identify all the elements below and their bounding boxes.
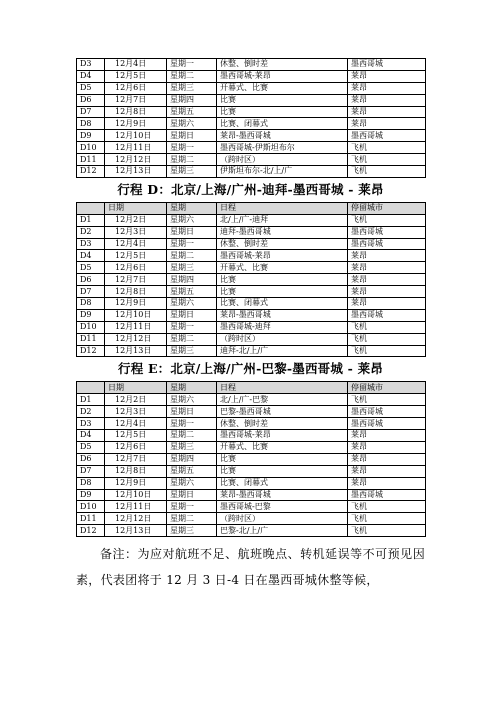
weekday-cell: 星期四 bbox=[167, 94, 217, 106]
day-cell: D6 bbox=[77, 453, 105, 465]
day-cell: D1 bbox=[77, 394, 105, 406]
schedule-cell: 巴黎-北/上/广 bbox=[217, 525, 348, 537]
weekday-cell: 星期五 bbox=[167, 286, 217, 298]
table-header bbox=[77, 382, 426, 394]
schedule-cell: 伊斯坦布尔-北/上/广 bbox=[217, 166, 348, 178]
schedule-cell: 比赛 bbox=[217, 286, 348, 298]
column-header: 日程 bbox=[217, 382, 348, 394]
city-cell: 莱昂 bbox=[348, 441, 426, 453]
schedule-cell: 莱昂-墨西哥城 bbox=[217, 309, 348, 321]
date-cell: 12月9日 bbox=[105, 118, 167, 130]
city-cell: 墨西哥城 bbox=[348, 489, 426, 501]
date-cell: 12月11日 bbox=[105, 142, 167, 154]
date-cell: 12月10日 bbox=[105, 130, 167, 142]
weekday-cell: 星期三 bbox=[167, 166, 217, 178]
city-cell: 莱昂 bbox=[348, 82, 426, 94]
table-row bbox=[77, 321, 426, 333]
date-cell: 12月4日 bbox=[105, 59, 167, 71]
schedule-cell: 墨西哥城-莱昂 bbox=[217, 250, 348, 262]
table-row bbox=[77, 286, 426, 298]
date-cell: 12月6日 bbox=[105, 82, 167, 94]
schedule-cell: 比赛 bbox=[217, 453, 348, 465]
city-cell: 莱昂 bbox=[348, 477, 426, 489]
weekday-cell: 星期二 bbox=[167, 333, 217, 345]
city-cell: 飞机 bbox=[348, 394, 426, 406]
date-cell: 12月6日 bbox=[105, 262, 167, 274]
table-row bbox=[77, 418, 426, 430]
table-row bbox=[77, 345, 426, 357]
date-cell: 12月13日 bbox=[105, 345, 167, 357]
day-cell: D6 bbox=[77, 274, 105, 286]
weekday-cell: 星期日 bbox=[167, 130, 217, 142]
header-row bbox=[77, 202, 426, 214]
table-row bbox=[77, 430, 426, 442]
city-cell: 飞机 bbox=[348, 154, 426, 166]
schedule-cell: 比赛、闭幕式 bbox=[217, 298, 348, 310]
day-cell: D6 bbox=[77, 94, 105, 106]
city-cell: 墨西哥城 bbox=[348, 59, 426, 71]
schedule-cell: 墨西哥城-莱昂 bbox=[217, 70, 348, 82]
date-cell: 12月12日 bbox=[105, 333, 167, 345]
table-row bbox=[77, 238, 426, 250]
weekday-cell: 星期三 bbox=[167, 441, 217, 453]
table-row bbox=[77, 82, 426, 94]
date-cell: 12月8日 bbox=[105, 106, 167, 118]
city-cell: 飞机 bbox=[348, 513, 426, 525]
table-row bbox=[77, 106, 426, 118]
date-cell: 12月3日 bbox=[105, 406, 167, 418]
schedule-cell: 比赛 bbox=[217, 94, 348, 106]
day-cell: D7 bbox=[77, 465, 105, 477]
column-header: 星期 bbox=[167, 202, 217, 214]
city-cell: 飞机 bbox=[348, 333, 426, 345]
table-body bbox=[77, 59, 426, 178]
schedule-cell: 休整、倒时差 bbox=[217, 238, 348, 250]
day-cell: D9 bbox=[77, 489, 105, 501]
weekday-cell: 星期三 bbox=[167, 525, 217, 537]
city-cell: 飞机 bbox=[348, 142, 426, 154]
table-row bbox=[77, 94, 426, 106]
weekday-cell: 星期日 bbox=[167, 489, 217, 501]
date-cell: 12月2日 bbox=[105, 394, 167, 406]
table-row bbox=[77, 525, 426, 537]
table-row bbox=[77, 262, 426, 274]
date-cell: 12月4日 bbox=[105, 418, 167, 430]
weekday-cell: 星期一 bbox=[167, 321, 217, 333]
city-cell: 莱昂 bbox=[348, 453, 426, 465]
table-row bbox=[77, 298, 426, 310]
schedule-cell: 莱昂-墨西哥城 bbox=[217, 130, 348, 142]
city-cell: 莱昂 bbox=[348, 94, 426, 106]
date-cell: 12月9日 bbox=[105, 298, 167, 310]
schedule-cell: 北/上/广-巴黎 bbox=[217, 394, 348, 406]
day-cell: D5 bbox=[77, 262, 105, 274]
weekday-cell: 星期一 bbox=[167, 142, 217, 154]
table-row bbox=[77, 465, 426, 477]
weekday-cell: 星期日 bbox=[167, 226, 217, 238]
table-row bbox=[77, 274, 426, 286]
day-cell: D7 bbox=[77, 286, 105, 298]
weekday-cell: 星期六 bbox=[167, 214, 217, 226]
day-cell: D1 bbox=[77, 214, 105, 226]
schedule-cell: 墨西哥城-莱昂 bbox=[217, 430, 348, 442]
schedule-cell: （跨时区） bbox=[217, 513, 348, 525]
schedule-cell: 开幕式、比赛 bbox=[217, 262, 348, 274]
city-cell: 墨西哥城 bbox=[348, 238, 426, 250]
date-cell: 12月5日 bbox=[105, 250, 167, 262]
schedule-cell: （跨时区） bbox=[217, 154, 348, 166]
date-cell: 12月11日 bbox=[105, 321, 167, 333]
city-cell: 飞机 bbox=[348, 525, 426, 537]
column-header: 日程 bbox=[217, 202, 348, 214]
schedule-cell: 比赛、闭幕式 bbox=[217, 118, 348, 130]
day-cell: D5 bbox=[77, 82, 105, 94]
weekday-cell: 星期一 bbox=[167, 59, 217, 71]
itinerary-table-c-continued bbox=[76, 58, 426, 178]
city-cell: 飞机 bbox=[348, 321, 426, 333]
header-row bbox=[77, 382, 426, 394]
date-cell: 12月13日 bbox=[105, 166, 167, 178]
weekday-cell: 星期二 bbox=[167, 154, 217, 166]
weekday-cell: 星期三 bbox=[167, 345, 217, 357]
column-header: 星期 bbox=[167, 382, 217, 394]
schedule-cell: 比赛 bbox=[217, 465, 348, 477]
date-cell: 12月12日 bbox=[105, 154, 167, 166]
day-cell: D8 bbox=[77, 477, 105, 489]
date-cell: 12月9日 bbox=[105, 477, 167, 489]
city-cell: 莱昂 bbox=[348, 274, 426, 286]
table-row bbox=[77, 441, 426, 453]
table-row bbox=[77, 154, 426, 166]
weekday-cell: 星期二 bbox=[167, 250, 217, 262]
day-cell: D8 bbox=[77, 118, 105, 130]
schedule-cell: 开幕式、比赛 bbox=[217, 82, 348, 94]
date-cell: 12月7日 bbox=[105, 453, 167, 465]
date-cell: 12月10日 bbox=[105, 489, 167, 501]
date-cell: 12月7日 bbox=[105, 94, 167, 106]
weekday-cell: 星期四 bbox=[167, 274, 217, 286]
schedule-cell: 开幕式、比赛 bbox=[217, 441, 348, 453]
table-body bbox=[77, 394, 426, 537]
schedule-cell: （跨时区） bbox=[217, 333, 348, 345]
city-cell: 莱昂 bbox=[348, 298, 426, 310]
date-cell: 12月4日 bbox=[105, 238, 167, 250]
date-cell: 12月8日 bbox=[105, 465, 167, 477]
itinerary-e-title: 行程 E：北京/上海/广州-巴黎-墨西哥城 - 莱昂 bbox=[118, 361, 383, 377]
schedule-cell: 莱昂-墨西哥城 bbox=[217, 489, 348, 501]
day-cell: D3 bbox=[77, 418, 105, 430]
date-cell: 12月3日 bbox=[105, 226, 167, 238]
table-body bbox=[77, 214, 426, 357]
date-cell: 12月8日 bbox=[105, 286, 167, 298]
column-header: 停留城市 bbox=[348, 202, 426, 214]
schedule-cell: 墨西哥城-巴黎 bbox=[217, 501, 348, 513]
table-row bbox=[77, 70, 426, 82]
weekday-cell: 星期二 bbox=[167, 513, 217, 525]
city-cell: 飞机 bbox=[348, 214, 426, 226]
table-row bbox=[77, 333, 426, 345]
table-row bbox=[77, 453, 426, 465]
column-header: 停留城市 bbox=[348, 382, 426, 394]
day-cell: D11 bbox=[77, 513, 105, 525]
day-cell: D3 bbox=[77, 59, 105, 71]
city-cell: 莱昂 bbox=[348, 118, 426, 130]
day-cell: D10 bbox=[77, 501, 105, 513]
day-cell: D9 bbox=[77, 309, 105, 321]
city-cell: 飞机 bbox=[348, 501, 426, 513]
day-cell: D9 bbox=[77, 130, 105, 142]
weekday-cell: 星期日 bbox=[167, 309, 217, 321]
day-cell: D12 bbox=[77, 525, 105, 537]
city-cell: 飞机 bbox=[348, 345, 426, 357]
day-cell: D8 bbox=[77, 298, 105, 310]
date-cell: 12月5日 bbox=[105, 70, 167, 82]
date-cell: 12月7日 bbox=[105, 274, 167, 286]
schedule-cell: 休整、倒时差 bbox=[217, 59, 348, 71]
table-row bbox=[77, 226, 426, 238]
weekday-cell: 星期三 bbox=[167, 82, 217, 94]
itinerary-d-title: 行程 D：北京/上海/广州-迪拜-墨西哥城 - 莱昂 bbox=[117, 181, 384, 197]
schedule-cell: 北/上/广-迪拜 bbox=[217, 214, 348, 226]
footnote-paragraph: 备注：为应对航班不足、航班晚点、转机延误等不可预见因素，代表团将于 12 月 3 日-4 日在墨西哥城休整等候， bbox=[76, 547, 425, 588]
city-cell: 墨西哥城 bbox=[348, 418, 426, 430]
table-row bbox=[77, 489, 426, 501]
table-row bbox=[77, 59, 426, 71]
date-cell: 12月2日 bbox=[105, 214, 167, 226]
schedule-cell: 比赛 bbox=[217, 106, 348, 118]
weekday-cell: 星期六 bbox=[167, 477, 217, 489]
city-cell: 莱昂 bbox=[348, 286, 426, 298]
city-cell: 莱昂 bbox=[348, 262, 426, 274]
date-cell: 12月11日 bbox=[105, 501, 167, 513]
table-row bbox=[77, 118, 426, 130]
weekday-cell: 星期五 bbox=[167, 465, 217, 477]
schedule-cell: 迪拜-北/上/广 bbox=[217, 345, 348, 357]
column-header bbox=[77, 382, 105, 394]
city-cell: 莱昂 bbox=[348, 70, 426, 82]
weekday-cell: 星期一 bbox=[167, 418, 217, 430]
table-row bbox=[77, 250, 426, 262]
city-cell: 墨西哥城 bbox=[348, 406, 426, 418]
weekday-cell: 星期二 bbox=[167, 70, 217, 82]
schedule-cell: 休整、倒时差 bbox=[217, 418, 348, 430]
city-cell: 飞机 bbox=[348, 166, 426, 178]
city-cell: 莱昂 bbox=[348, 106, 426, 118]
date-cell: 12月5日 bbox=[105, 430, 167, 442]
itinerary-table-d bbox=[76, 202, 426, 358]
table-row bbox=[77, 214, 426, 226]
table-row bbox=[77, 142, 426, 154]
date-cell: 12月12日 bbox=[105, 513, 167, 525]
schedule-cell: 迪拜-墨西哥城 bbox=[217, 226, 348, 238]
column-header bbox=[77, 202, 105, 214]
day-cell: D10 bbox=[77, 142, 105, 154]
table-row bbox=[77, 166, 426, 178]
day-cell: D11 bbox=[77, 333, 105, 345]
weekday-cell: 星期日 bbox=[167, 406, 217, 418]
itinerary-table-e bbox=[76, 381, 426, 537]
date-cell: 12月6日 bbox=[105, 441, 167, 453]
column-header: 日期 bbox=[105, 202, 167, 214]
day-cell: D2 bbox=[77, 226, 105, 238]
table-row bbox=[77, 406, 426, 418]
table-row bbox=[77, 477, 426, 489]
day-cell: D4 bbox=[77, 430, 105, 442]
column-header: 日期 bbox=[105, 382, 167, 394]
day-cell: D5 bbox=[77, 441, 105, 453]
schedule-cell: 比赛 bbox=[217, 274, 348, 286]
weekday-cell: 星期三 bbox=[167, 262, 217, 274]
city-cell: 墨西哥城 bbox=[348, 226, 426, 238]
weekday-cell: 星期六 bbox=[167, 298, 217, 310]
day-cell: D12 bbox=[77, 166, 105, 178]
day-cell: D12 bbox=[77, 345, 105, 357]
day-cell: D7 bbox=[77, 106, 105, 118]
weekday-cell: 星期二 bbox=[167, 430, 217, 442]
date-cell: 12月10日 bbox=[105, 309, 167, 321]
day-cell: D10 bbox=[77, 321, 105, 333]
city-cell: 莱昂 bbox=[348, 430, 426, 442]
table-row bbox=[77, 130, 426, 142]
weekday-cell: 星期五 bbox=[167, 106, 217, 118]
schedule-cell: 墨西哥城-迪拜 bbox=[217, 321, 348, 333]
table-row bbox=[77, 394, 426, 406]
table-header bbox=[77, 202, 426, 214]
weekday-cell: 星期六 bbox=[167, 394, 217, 406]
day-cell: D2 bbox=[77, 406, 105, 418]
day-cell: D4 bbox=[77, 250, 105, 262]
weekday-cell: 星期一 bbox=[167, 238, 217, 250]
weekday-cell: 星期六 bbox=[167, 118, 217, 130]
schedule-cell: 巴黎-墨西哥城 bbox=[217, 406, 348, 418]
city-cell: 莱昂 bbox=[348, 465, 426, 477]
document-page bbox=[76, 58, 425, 593]
schedule-cell: 比赛、闭幕式 bbox=[217, 477, 348, 489]
day-cell: D4 bbox=[77, 70, 105, 82]
table-row bbox=[77, 501, 426, 513]
city-cell: 墨西哥城 bbox=[348, 309, 426, 321]
table-row bbox=[77, 309, 426, 321]
weekday-cell: 星期四 bbox=[167, 453, 217, 465]
date-cell: 12月13日 bbox=[105, 525, 167, 537]
weekday-cell: 星期一 bbox=[167, 501, 217, 513]
day-cell: D11 bbox=[77, 154, 105, 166]
city-cell: 莱昂 bbox=[348, 250, 426, 262]
city-cell: 墨西哥城 bbox=[348, 130, 426, 142]
table-row bbox=[77, 513, 426, 525]
schedule-cell: 墨西哥城-伊斯坦布尔 bbox=[217, 142, 348, 154]
day-cell: D3 bbox=[77, 238, 105, 250]
